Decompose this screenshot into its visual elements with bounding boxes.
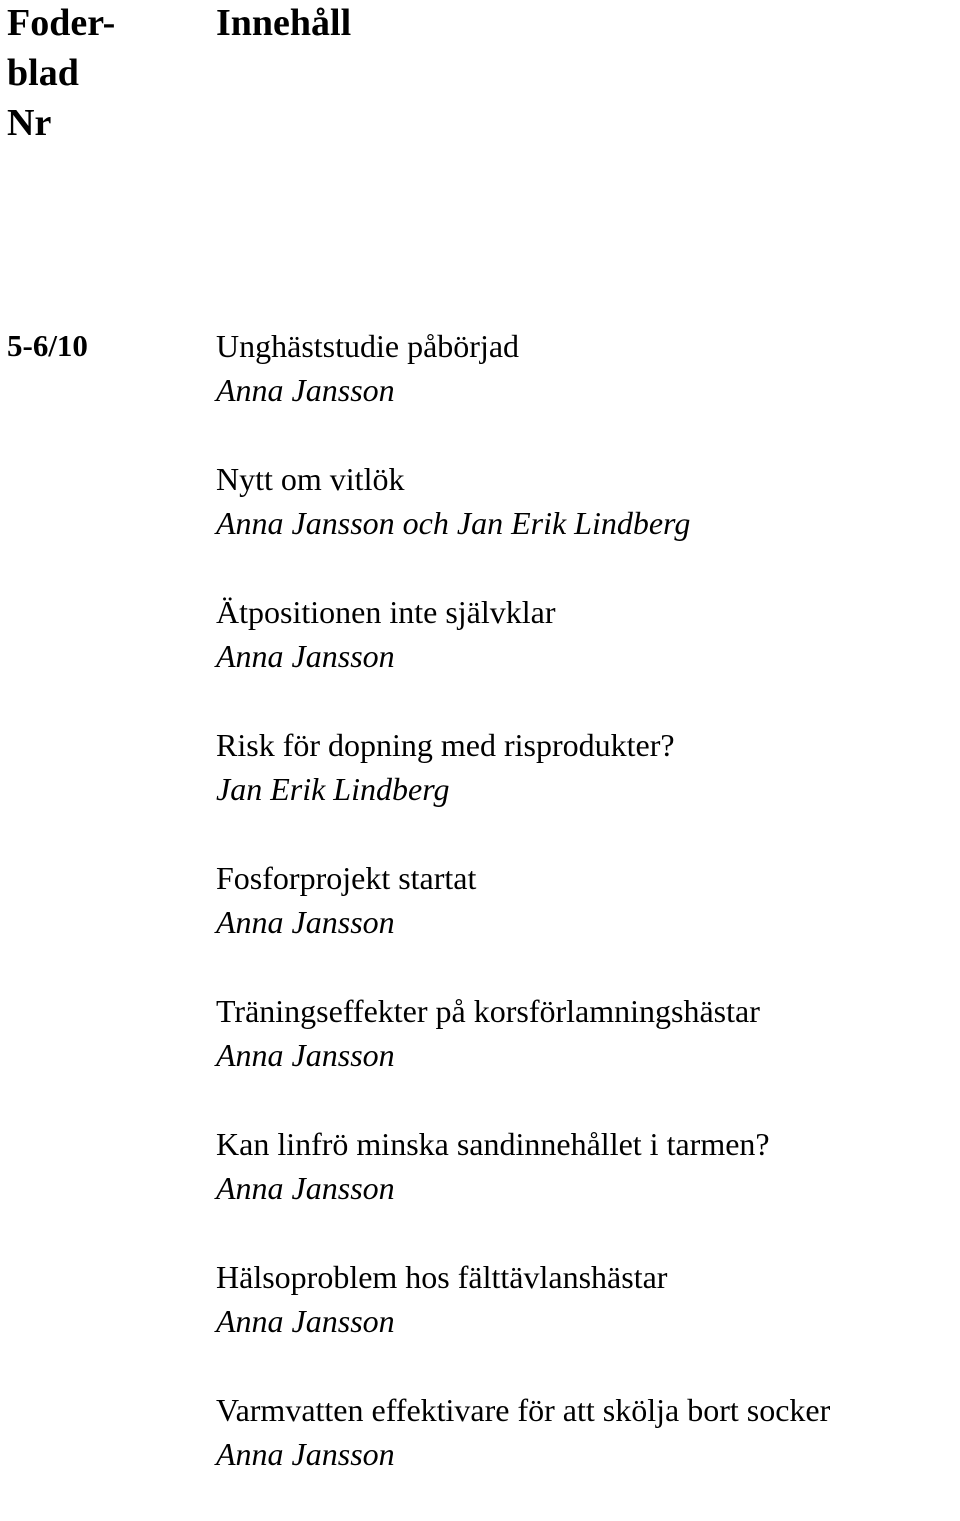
- column-header-line: Nr: [7, 102, 52, 144]
- article-title: Kan linfrö minska sandinnehållet i tarmen?: [216, 1126, 770, 1162]
- column-header-line: blad: [7, 52, 79, 94]
- column-header-issue-number: [7, 0, 187, 148]
- article-item: [216, 1255, 960, 1388]
- article-item: [216, 989, 960, 1122]
- issue-number: 5-6/10: [7, 328, 88, 363]
- article-title: Unghäststudie påbörjad: [216, 328, 520, 364]
- article-author: Anna Jansson: [216, 1303, 395, 1339]
- article-item: [216, 856, 960, 989]
- article-item: [216, 723, 960, 856]
- article-item: [216, 457, 960, 590]
- article-title: Risk för dopning med risprodukter?: [216, 727, 675, 763]
- column-header-contents: Innehåll: [216, 2, 352, 44]
- article-author: Anna Jansson och Jan Erik Lindberg: [216, 505, 691, 541]
- article-title: Träningseffekter på korsförlamningshästar: [216, 993, 760, 1029]
- article-author: Anna Jansson: [216, 1436, 395, 1472]
- article-title: Varmvatten effektivare för att skölja bort socker: [216, 1392, 831, 1428]
- article-author: Anna Jansson: [216, 1037, 395, 1073]
- article-title: Nytt om vitlök: [216, 461, 405, 497]
- article-item: [216, 1122, 960, 1255]
- article-title: Fosforprojekt startat: [216, 860, 477, 896]
- article-item: [216, 324, 960, 457]
- article-title: Hälsoproblem hos fälttävlanshästar: [216, 1259, 668, 1295]
- article-title: Ätpositionen inte självklar: [216, 594, 556, 630]
- article-list: [216, 324, 960, 1521]
- article-author: Jan Erik Lindberg: [216, 771, 450, 807]
- article-author: Anna Jansson: [216, 638, 395, 674]
- article-item: [216, 590, 960, 723]
- column-header-line: Foder-: [7, 2, 116, 44]
- article-author: Anna Jansson: [216, 904, 395, 940]
- article-author: Anna Jansson: [216, 372, 395, 408]
- article-item: [216, 1388, 960, 1521]
- article-author: Anna Jansson: [216, 1170, 395, 1206]
